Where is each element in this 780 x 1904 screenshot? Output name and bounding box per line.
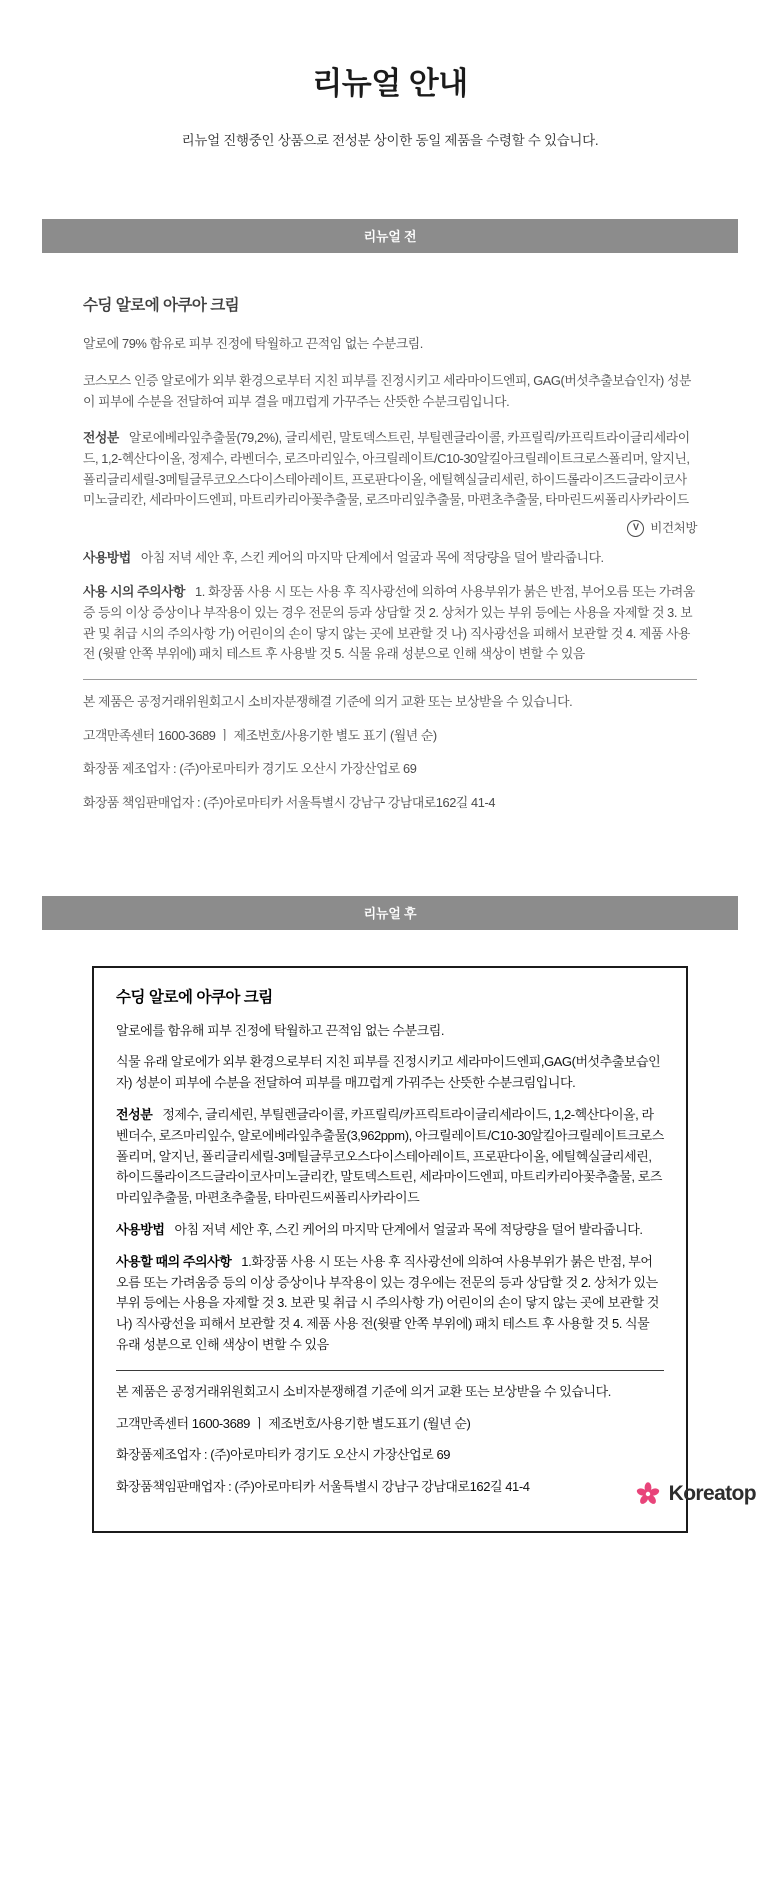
page-header: [0, 0, 780, 149]
after-footer-line: 화장품책임판매업자 : (주)아로마티카 서울특별시 강남구 강남대로162길 41-4: [116, 1479, 530, 1495]
before-usage-block: [83, 548, 697, 569]
before-product-name: 수딩 알로에 아쿠아 크림: [83, 297, 240, 314]
after-usage-text: 아침 저녁 세안 후, 스킨 케어의 마지막 단계에서 얼굴과 목에 적당량을 덜어 발라줍니다.: [174, 1222, 643, 1238]
before-section: [0, 219, 780, 814]
after-caution-block: [116, 1252, 664, 1356]
section-bar-before: 리뉴얼 전: [42, 219, 738, 253]
before-ingredients-text: 알로에베라잎추출물(79,2%), 글리세린, 말토덱스트린, 부틸렌글라이콜, 카프릴릭/카프릭트라이글리세라이드, 1,2-헥산다이올, 정제수, 라벤더수, 로즈마리잎수, 아크릴레이트/C10-30알킬아크릴레이트크로스폴리머, 알지닌, 폴리글리세릴-3메틸글루코오스다이스테아레이트, 프로판다이올, 에틸헥실글리세린, 하이드롤라이즈드글라이코사미노글리칸, 세라마이드엔피, 마트리카리아꽃추출물, 로즈마리잎추출물, 마편초추출물, 타마린드씨폴리사카라이드: [83, 430, 690, 508]
after-product-name: 수딩 알로에 아쿠아 크림: [116, 988, 273, 1006]
after-usage-block: [116, 1220, 664, 1241]
section-bar-after: 리뉴얼 후: [42, 896, 738, 930]
before-caution-text: 1. 화장품 사용 시 또는 사용 후 직사광선에 의하여 사용부위가 붉은 반점, 부어오름 또는 가려움증 등의 이상 증상이나 부작용이 있는 경우 전문의 등과 상담할 것 2. 상처가 있는 부위 등에는 사용을 자제할 것 3. 보관 및 취급 시의 주의사항 가) 어린이의 손이 닿지 않는 곳에 보관할 것 나) 직사광선을 피해서 보관할 것 4. 제품 사용 전 (윗팔 안쪽 부위에) 패치 테스트 후 사용발 것 5. 식물 유래 성분으로 인해 색상이 변할 수 있음: [83, 584, 695, 662]
after-ingredients-label: 전성분: [116, 1107, 153, 1123]
before-lead-1: 알로에 79% 함유로 피부 진정에 탁월하고 끈적임 없는 수분크림.: [83, 336, 423, 352]
brand-name: Koreatop: [668, 1482, 756, 1505]
after-caution-text: 1.화장품 사용 시 또는 사용 후 직사광선에 의하여 사용부위가 붉은 반점, 부어오름 또는 가려움증 등의 이상 증상이나 부작용이 있는 경우에는 전문의 등과 상담할 것 2. 상처가 있는 부위 등에는 사용을 자제할 것 3. 보관 및 취급 시 주의사항 가) 어린이의 손이 닿지 않는 곳에 보관할 것 나) 직사광선을 피해서 보관할 것 4. 제품 사용 전(윗팔 안쪽 부위에) 패치 테스트 후 사용할 것 5. 식물 유래 성분으로 인해 색상이 변할 수 있음: [116, 1253, 659, 1353]
vegan-badge: [83, 518, 697, 538]
after-footer-line: 본 제품은 공정거래위원회고시 소비자분쟁해결 기준에 의거 교환 또는 보상받을 수 있습니다.: [116, 1383, 611, 1399]
after-footer-line: 화장품제조업자 : (주)아로마티카 경기도 오산시 가장산업로 69: [116, 1447, 451, 1463]
before-caution-block: [83, 582, 697, 665]
vegan-label: 비건처방: [650, 521, 697, 536]
before-ingredients-block: [83, 428, 697, 511]
after-ingredients-block: [116, 1105, 664, 1209]
before-footer-line: 화장품 제조업자 : (주)아로마티카 경기도 오산시 가장산업로 69: [83, 761, 417, 777]
vegan-icon: V: [627, 520, 644, 537]
after-divider: [116, 1370, 664, 1371]
after-content: [92, 966, 688, 1533]
before-usage-text: 아침 저녁 세안 후, 스킨 케어의 마지막 단계에서 얼굴과 목에 적당량을 덜어 발라줍니다.: [140, 550, 604, 566]
after-section: [0, 896, 780, 1533]
before-ingredients-label: 전성분: [83, 430, 119, 446]
page-subtitle: 리뉴얼 진행중인 상품으로 전성분 상이한 동일 제품을 수령할 수 있습니다.: [181, 133, 599, 148]
flower-logo-icon: [635, 1481, 661, 1507]
before-lead-2: 코스모스 인증 알로에가 외부 환경으로부터 지친 피부를 진정시키고 세라마이드엔피, GAG(버섯추출보습인자) 성분이 피부에 수분을 전달하여 피부 결을 매끄럽게 가꾸주는 산뜻한 수분크림입니다.: [83, 372, 691, 409]
before-usage-label: 사용방법: [83, 550, 131, 566]
before-content: [83, 293, 697, 814]
before-divider: [83, 679, 697, 680]
after-lead-1: 알로에를 함유해 피부 진정에 탁월하고 끈적임 없는 수분크림.: [116, 1022, 444, 1038]
before-footer-line: 본 제품은 공정거래위원회고시 소비자분쟁해결 기준에 의거 교환 또는 보상받을 수 있습니다.: [83, 693, 573, 709]
after-usage-label: 사용방법: [116, 1222, 165, 1238]
after-caution-label: 사용할 때의 주의사항: [116, 1253, 232, 1269]
before-caution-label: 사용 시의 주의사항: [83, 584, 186, 600]
before-footer-line: 고객만족센터 1600-3689 ㅣ 제조번호/사용기한 별도 표기 (월년 순): [83, 727, 437, 743]
after-ingredients-text: 정제수, 글리세린, 부틸렌글라이콜, 카프릴릭/카프릭트라이글리세라이드, 1,2-헥산다이올, 라벤더수, 로즈마리잎수, 알로에베라잎추출물(3,962ppm), 아크릴레이트/C10-30알킬아크릴레이트크로스폴리머, 알지닌, 폴리글리세릴-3메틸글루코오스다이스테아레이트, 프로판다이올, 에틸헥실글리세린, 하이드롤라이즈드글라이코사미노글리칸, 말토덱스트린, 세라마이드엔피, 마트리카리아꽃추출물, 로즈마리잎추출물, 마편초추출물, 타마린드씨폴리사카라이드: [116, 1107, 664, 1206]
page-title: 리뉴얼 안내: [312, 66, 468, 101]
after-footer-line: 고객만족센터 1600-3689 ㅣ 제조번호/사용기한 별도표기 (월년 순): [116, 1415, 471, 1431]
before-footer-line: 화장품 책임판매업자 : (주)아로마티카 서울특별시 강남구 강남대로162길 41-4: [83, 795, 496, 811]
after-lead-2: 식물 유래 알로에가 외부 환경으로부터 지친 피부를 진정시키고 세라마이드엔피,GAG(버섯추출보습인자) 성분이 피부에 수분을 전달하여 피부를 매끄럽게 가꿔주는 산뜻한 수분크림입니다.: [116, 1054, 661, 1091]
site-footer-brand[interactable]: [635, 1481, 756, 1507]
